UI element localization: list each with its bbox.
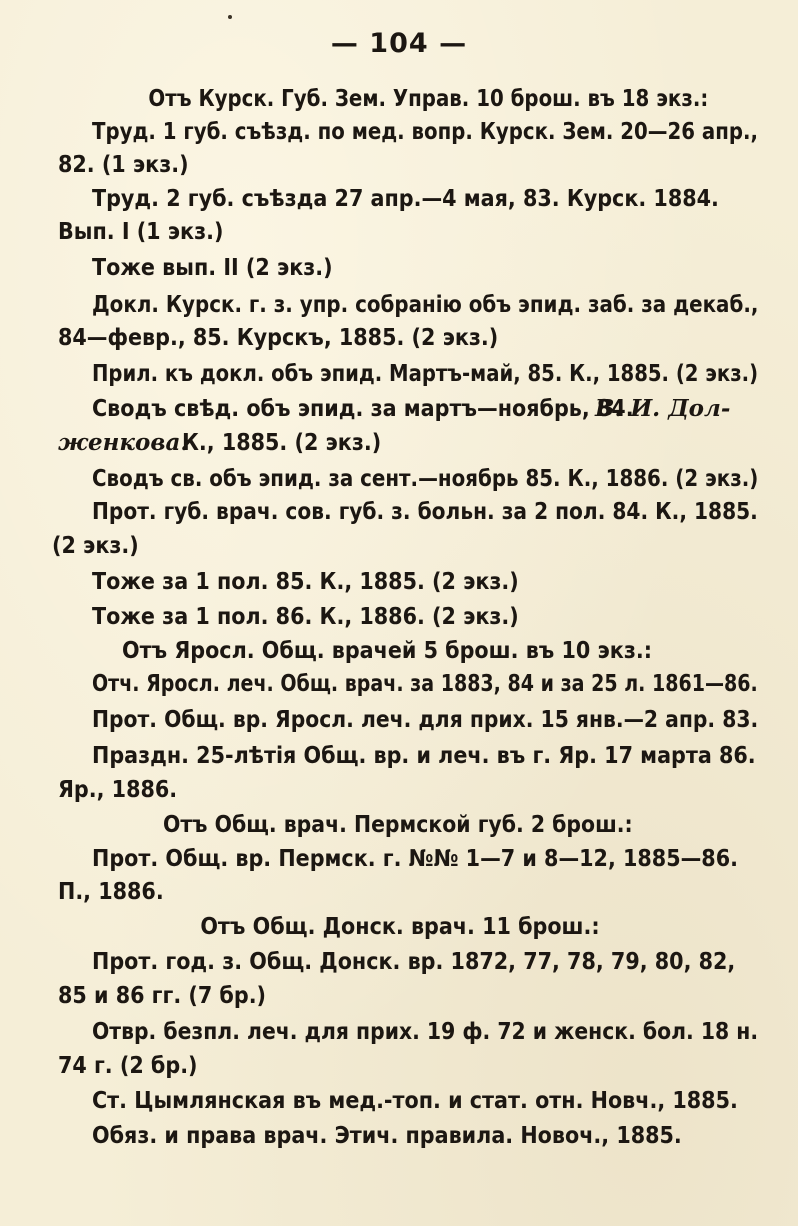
entry-line: Сводъ св. объ эпид. за сент.—ноябрь 85. К., 1886. (2 экз.) xyxy=(92,466,759,492)
entry-line xyxy=(58,428,188,458)
entry-line: 82. (1 экз.) xyxy=(58,152,189,178)
entry-line: Прот. Общ. вр. Пермск. г. №№ 1—7 и 8—12, 1885—86. xyxy=(92,846,738,872)
entry-line: Прил. къ докл. объ эпид. Мартъ-май, 85. К., 1885. (2 экз.) xyxy=(92,361,759,387)
entry-line: 84—февр., 85. Курскъ, 1885. (2 экз.) xyxy=(58,325,499,351)
entry-line: Труд. 2 губ. съѣзда 27 апр.—4 мая, 83. Курск. 1884. xyxy=(92,186,719,212)
entry-line: Отвр. безпл. леч. для прих. 19 ф. 72 и женск. бол. 18 н. xyxy=(92,1019,759,1045)
entry-line: Отч. Яросл. леч. Общ. врач. за 1883, 84 и за 25 л. 1861—86. xyxy=(92,671,758,697)
entry-line: Прот. Общ. вр. Яросл. леч. для приx. 15 янв.—2 апр. 83. xyxy=(92,707,759,733)
author-name: женкова. xyxy=(58,429,189,456)
entry-line: Вып. I (1 экз.) xyxy=(58,219,224,245)
entry-line: К., 1885. (2 экз.) xyxy=(182,430,382,456)
entry-line: Праздн. 25-лѣтія Общ. вр. и леч. въ г. Яр. 17 марта 86. xyxy=(92,743,756,769)
entry-line: (2 экз.) xyxy=(52,533,139,559)
section-heading-perm: Отъ Общ. врач. Пермской губ. 2 брош.: xyxy=(162,812,633,838)
entry-line: Ст. Цымлянская въ мед.-топ. и стат. отн. Новч., 1885. xyxy=(92,1088,738,1114)
entry-line: Обяз. и права врач. Этич. правила. Новоч., 1885. xyxy=(92,1123,682,1149)
section-heading-don: Отъ Общ. Донск. врач. 11 брош.: xyxy=(200,914,600,940)
author-name: В. И. Дол- xyxy=(595,395,731,422)
section-heading-kursk: Отъ Курск. Губ. Зем. Управ. 10 брош. въ 18 экз.: xyxy=(148,86,709,112)
entry-line-italic xyxy=(595,394,730,424)
entry-line: П., 1886. xyxy=(58,879,164,905)
entry-line: Докл. Курск. г. з. упр. собранію объ эпид. заб. за декаб., xyxy=(92,292,759,318)
entry-line: Тоже за 1 пол. 85. К., 1885. (2 экз.) xyxy=(92,569,519,595)
entry-line: Прот. год. з. Общ. Донск. вр. 1872, 77, 78, 79, 80, 82, xyxy=(92,949,736,975)
entry-line: 74 г. (2 бр.) xyxy=(58,1053,198,1079)
entry-line: 85 и 86 гг. (7 бр.) xyxy=(58,983,267,1009)
entry-line: Тоже вып. II (2 экз.) xyxy=(92,255,333,281)
page-number: — 104 — xyxy=(330,28,468,59)
ink-speck xyxy=(228,15,232,19)
entry-line: Тоже за 1 пол. 86. К., 1886. (2 экз.) xyxy=(92,604,519,630)
entry-line: Труд. 1 губ. съѣзд. по мед. вопр. Курск. Зем. 20—26 апр., xyxy=(92,119,758,145)
section-heading-yaroslavl: Отъ Яросл. Общ. врачей 5 брош. въ 10 экз.: xyxy=(122,638,653,664)
entry-line: Сводъ свѣд. объ эпид. за мартъ—ноябрь, 84. xyxy=(92,396,634,422)
entry-line: Яр., 1886. xyxy=(58,777,178,803)
entry-line: Прот. губ. врач. сов. губ. з. больн. за 2 пол. 84. К., 1885. xyxy=(92,499,758,525)
